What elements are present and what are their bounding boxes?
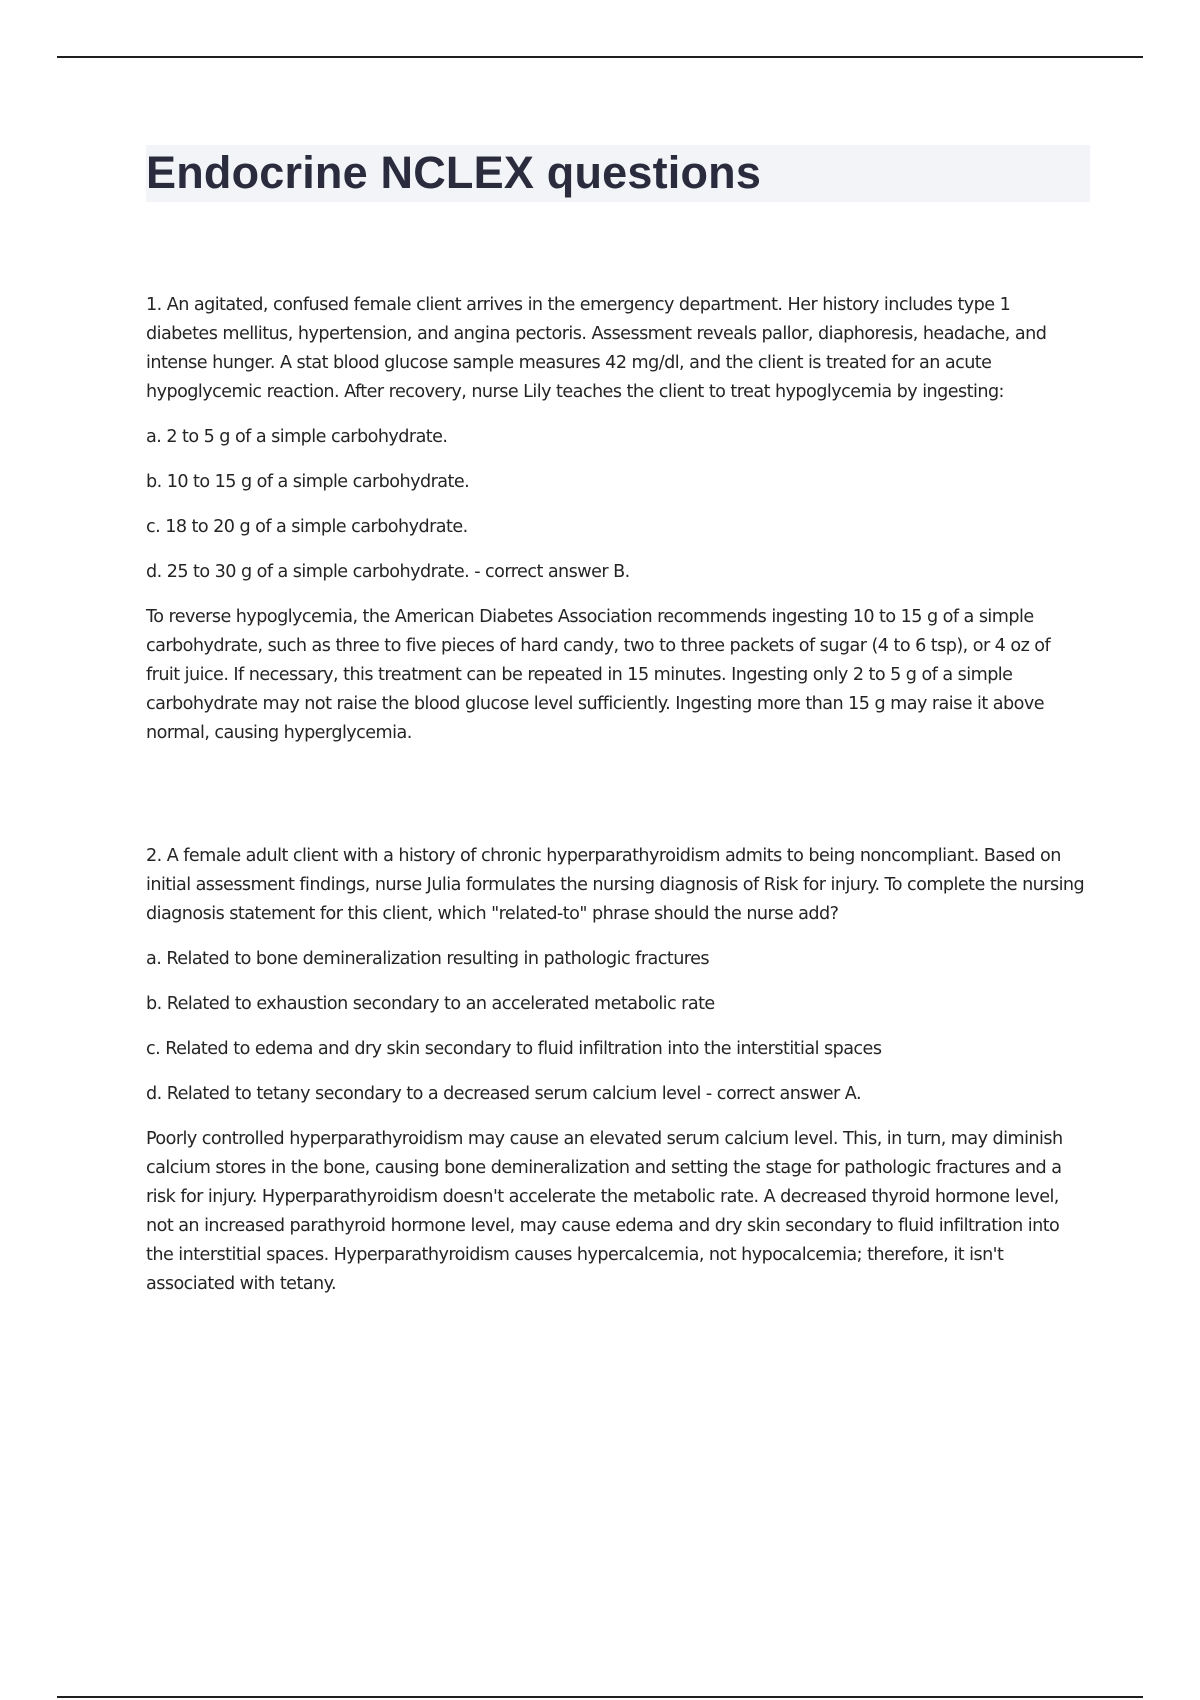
question-1-option-c: c. 18 to 20 g of a simple carbohydrate.	[146, 517, 468, 537]
title-block	[146, 145, 1090, 202]
question-2-option-c: c. Related to edema and dry skin secondary to fluid infiltration into the interstitial spaces	[146, 1039, 882, 1059]
question-1-option-b: b. 10 to 15 g of a simple carbohydrate.	[146, 472, 470, 492]
question-1-rationale: To reverse hypoglycemia, the American Diabetes Association recommends ingesting 10 to 15 g of a simple carbohydrate, such as three to five pieces of hard candy, two to three packets of sugar (4 to 6 tsp), or 4 oz of fruit juice. If necessary, this treatment can be repeated in 15 minutes. Ingesting only 2 to 5 g of a simple carbohydrate may not raise the blood glucose level sufficiently. Ingesting more than 15 g may raise it above normal, causing hyperglycemia.	[146, 607, 1051, 743]
question-2-option-d: d. Related to tetany secondary to a decreased serum calcium level - correct answer A.	[146, 1084, 862, 1104]
question-2-option-b: b. Related to exhaustion secondary to an accelerated metabolic rate	[146, 994, 715, 1014]
question-2-option-a: a. Related to bone demineralization resulting in pathologic fractures	[146, 949, 709, 969]
document-title: Endocrine NCLEX questions	[146, 147, 762, 198]
question-1-stem: 1. An agitated, confused female client arrives in the emergency department. Her history includes type 1 diabetes mellitus, hypertension, and angina pectoris. Assessment reveals pallor, diaphoresis, headache, and intense hunger. A stat blood glucose sample measures 42 mg/dl, and the client is treated for an acute hypoglycemic reaction. After recovery, nurse Lily teaches the client to treat hypoglycemia by ingesting:	[146, 295, 1047, 402]
question-2	[146, 842, 1086, 1315]
question-1-option-a: a. 2 to 5 g of a simple carbohydrate.	[146, 427, 448, 447]
footer-rule	[57, 1696, 1143, 1698]
question-1	[146, 291, 1086, 764]
question-2-stem: 2. A female adult client with a history of chronic hyperparathyroidism admits to being noncompliant. Based on initial assessment findings, nurse Julia formulates the nursing diagnosis of Risk for injury. To complete the nursing diagnosis statement for this client, which "related-to" phrase should the nurse add?	[146, 846, 1085, 924]
header-rule	[57, 56, 1143, 58]
question-2-rationale: Poorly controlled hyperparathyroidism may cause an elevated serum calcium level. This, in turn, may diminish calcium stores in the bone, causing bone demineralization and setting the stage for pathologic fractures and a risk for injury. Hyperparathyroidism doesn't accelerate the metabolic rate. A decreased thyroid hormone level, not an increased parathyroid hormone level, may cause edema and dry skin secondary to fluid infiltration into the interstitial spaces. Hyperparathyroidism causes hypercalcemia, not hypocalcemia; therefore, it isn't associated with tetany.	[146, 1129, 1063, 1294]
question-1-option-d: d. 25 to 30 g of a simple carbohydrate. - correct answer B.	[146, 562, 630, 582]
